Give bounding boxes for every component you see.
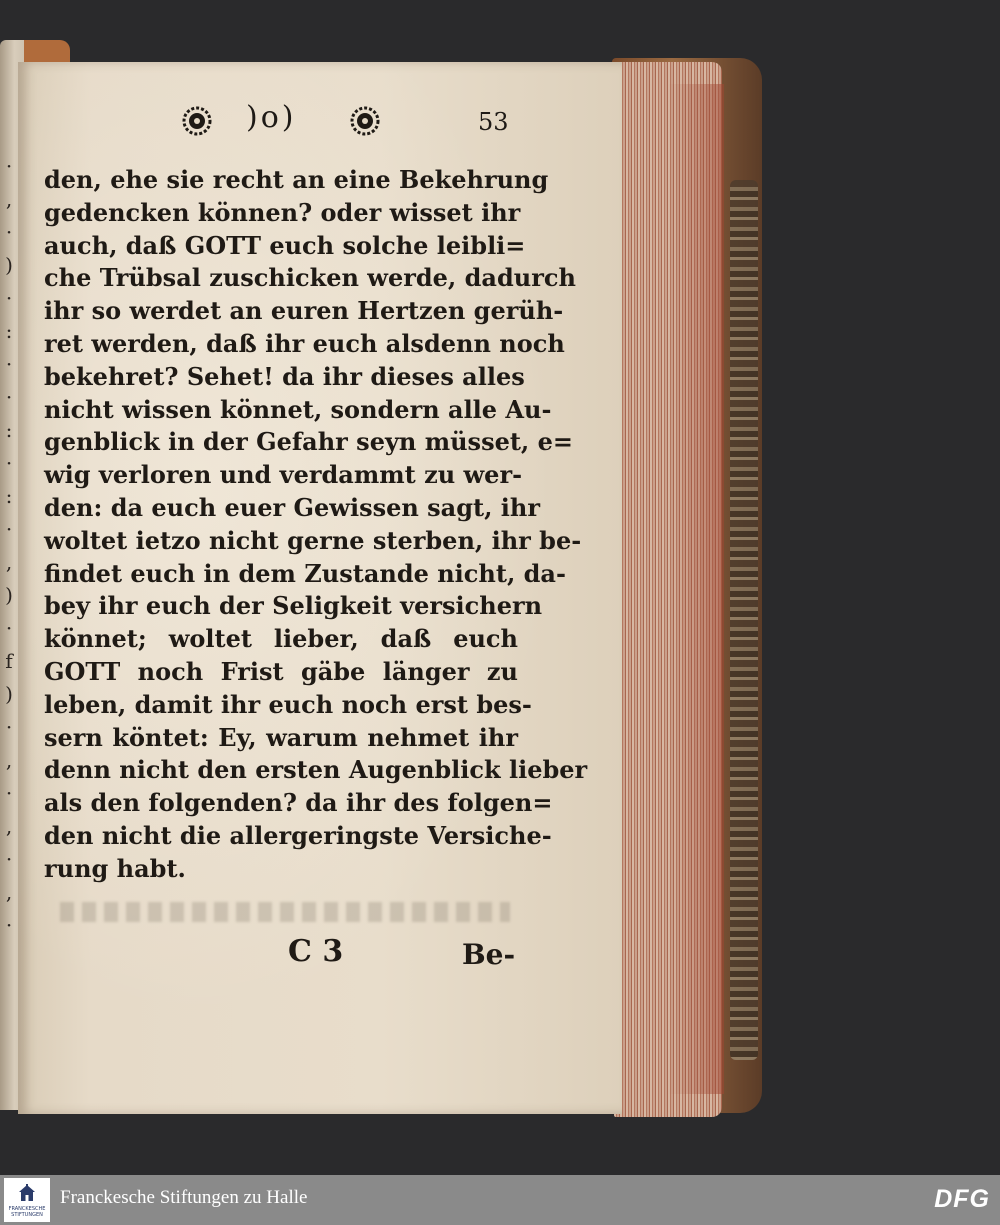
- text-line: che Trübsal zuschicken werde, dadurch: [44, 263, 576, 293]
- text-line: ret werden, daß ihr euch alsdenn noch: [44, 328, 565, 358]
- text-line: GOTT noch Frist gäbe länger zu: [44, 656, 518, 686]
- flower-ornament-icon: [182, 106, 212, 136]
- text-line: genblick in der Gefahr seyn müsset, e=: [44, 427, 574, 457]
- text-line: denn nicht den ersten Augenblick lieber: [44, 755, 588, 785]
- text-line: findet euch in dem Zustande nicht, da-: [44, 558, 566, 588]
- show-through-text: [60, 902, 510, 922]
- catchword: Be-: [462, 938, 516, 971]
- red-edge-shading: [668, 84, 724, 1094]
- house-logo-icon: [18, 1184, 36, 1202]
- footer-bar: [0, 1175, 1000, 1225]
- text-line: könnet; woltet lieber, daß euch: [44, 624, 518, 654]
- text-line: als den folgenden? da ihr des folgen=: [44, 788, 553, 818]
- institution-logo[interactable]: [4, 1178, 50, 1222]
- text-line: bekehret? Sehet! da ihr dieses alles: [44, 361, 525, 391]
- text-line: woltet ietzo nicht gerne sterben, ihr be-: [44, 525, 582, 555]
- text-line: den: da euch euer Gewissen sagt, ihr: [44, 492, 541, 522]
- text-line: rung habt.: [44, 853, 186, 883]
- text-line: auch, daß GOTT euch solche leibli=: [44, 230, 526, 260]
- text-line: nicht wissen könnet, sondern alle Au-: [44, 394, 552, 424]
- running-header: [180, 100, 520, 144]
- flower-ornament-icon: [350, 106, 380, 136]
- signature-mark: C 3: [288, 934, 344, 969]
- text-line: ihr so werdet an euren Hertzen gerüh-: [44, 296, 564, 326]
- text-line: den, ehe sie recht an eine Bekehrung: [44, 165, 549, 194]
- page-number: 53: [478, 108, 509, 136]
- cover-texture: [730, 180, 758, 1060]
- text-line: gedencken können? oder wisset ihr: [44, 197, 521, 227]
- text-line: den nicht die allergeringste Versiche-: [44, 820, 552, 850]
- dfg-logo[interactable]: DFG: [934, 1185, 990, 1213]
- institution-name[interactable]: Franckesche Stiftungen zu Halle: [60, 1187, 308, 1208]
- text-line: leben, damit ihr euch noch erst bes-: [44, 689, 532, 719]
- text-line: wig verloren und verdammt zu wer-: [44, 460, 523, 490]
- header-brackets: )o): [246, 100, 297, 135]
- logo-wordmark: FRANCKESCHE STIFTUNGEN: [8, 1206, 46, 1218]
- text-line: bey ihr euch der Seligkeit versichern: [44, 591, 543, 621]
- text-line: sern köntet: Ey, warum nehmet ihr: [44, 722, 518, 752]
- page-body-text: [44, 164, 588, 886]
- previous-page-marks: · , · ) · : · · : · : · , ) · f ) · , · , · , ·: [5, 154, 13, 937]
